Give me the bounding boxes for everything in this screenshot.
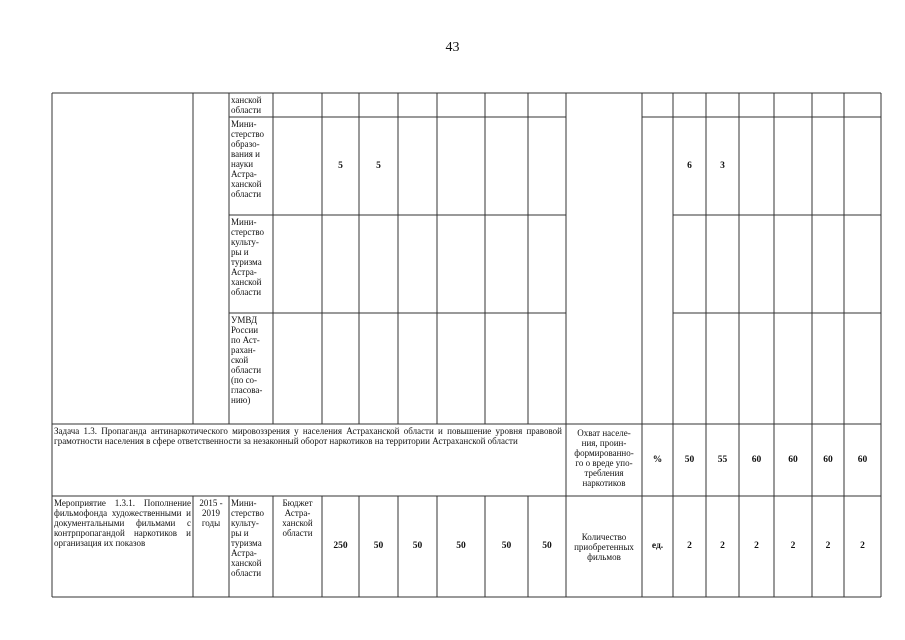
measure-yearly-value: 50	[542, 541, 552, 551]
task-unit: %	[652, 455, 663, 465]
measure-yearly-value: 50	[412, 541, 423, 551]
org-police-cell	[231, 315, 272, 405]
measure-executor-line: Астра-	[231, 548, 257, 558]
org-education-line: Мини-	[231, 119, 257, 129]
task-value: 60	[788, 455, 798, 465]
measure-source-line: Астра-	[284, 508, 311, 518]
task-indicator-line: го о вреде упо-	[575, 458, 633, 468]
org-police-line: УМВД	[231, 315, 258, 325]
org-continuation-line: ханской	[231, 95, 262, 105]
page-number: 43	[445, 40, 460, 55]
measure-executor-line: туризма	[231, 538, 262, 548]
org-culture-line: туризма	[231, 257, 262, 267]
org-police-line: (по со-	[231, 375, 258, 385]
measure-indicator-line: приобретенных	[574, 542, 634, 552]
measure-value: 2	[754, 541, 759, 551]
org-education-line: вания и	[231, 149, 260, 159]
measure-yearly-value: 50	[501, 541, 512, 551]
measure-value: 2	[860, 541, 865, 551]
org-education-cell	[231, 119, 272, 199]
measure-unit: ед.	[651, 541, 664, 551]
measure-indicator-cell	[567, 532, 641, 562]
education-value-cell: 3	[720, 161, 725, 171]
measure-executor-line: области	[231, 568, 262, 578]
org-education-line: науки	[231, 159, 254, 169]
task-indicator-line: требления	[584, 468, 624, 478]
measure-executor-line: Мини-	[231, 498, 257, 508]
measure-executor-line: культу-	[231, 518, 259, 528]
measure-value: 2	[720, 541, 725, 551]
org-culture-line: ры и	[231, 247, 249, 257]
education-value-cell: 5	[338, 161, 343, 171]
org-continuation-cell	[231, 95, 272, 115]
task-value: 60	[857, 455, 868, 465]
measure-source-line: Бюджет	[282, 498, 313, 508]
measure-executor-line: ханской	[231, 558, 262, 568]
measure-executor-line: ры и	[231, 528, 249, 538]
education-value-cell: 5	[376, 161, 381, 171]
measure-indicator-line: Количество	[581, 532, 627, 542]
org-culture-line: ханской	[231, 277, 262, 287]
measure-source-cell	[273, 498, 322, 538]
task-value: 50	[684, 455, 695, 465]
measure-indicator-line: фильмов	[587, 552, 621, 562]
org-culture-line: Мини-	[231, 217, 257, 227]
org-continuation-line: области	[231, 105, 262, 115]
org-police-line: области	[231, 365, 262, 375]
org-education-line: образо-	[231, 139, 260, 149]
measure-yearly-value: 50	[456, 541, 466, 551]
task-description: Задача 1.3. Пропаганда антинаркотического мировоззрения у населения Астраханской области и повышение уровня правовой грамотности населения в сфере ответственности за незаконный оборот наркотиков на территории Астраханской области	[54, 426, 562, 446]
org-culture-line: культу-	[231, 237, 259, 247]
measure-total: 250	[333, 541, 348, 551]
org-police-line: ской	[231, 355, 249, 365]
measure-executor-cell	[231, 498, 272, 578]
org-police-line: нию)	[231, 395, 251, 405]
measure-executor-line: стерство	[231, 508, 265, 518]
task-indicator-line: наркотиков	[582, 478, 626, 488]
org-police-line: России	[231, 325, 259, 335]
org-culture-line: Астра-	[231, 267, 257, 277]
measure-value: 2	[790, 541, 796, 551]
measure-period-line: 2019	[202, 508, 220, 518]
measure-source-line: ханской	[282, 518, 313, 528]
task-value: 60	[751, 455, 762, 465]
org-police-line: по Аст-	[231, 335, 260, 345]
org-education-line: Астра-	[231, 169, 257, 179]
task-indicator-line: ния, проин-	[581, 438, 627, 448]
measure-period-cell	[193, 498, 229, 528]
measure-source-line: области	[282, 528, 313, 538]
measure-name: Мероприятие 1.3.1. Пополнение фильмофонда художественными и документальными фильмами с контрпропагандой наркотиков и организация их показов	[54, 498, 191, 548]
measure-period-line: 2015 -	[199, 498, 223, 508]
task-value: 60	[823, 455, 833, 465]
org-police-line: рахан-	[231, 345, 256, 355]
org-education-line: области	[231, 189, 262, 199]
task-indicator-line: Охват населе-	[577, 428, 631, 438]
task-indicator-line: формированно-	[574, 448, 634, 458]
org-culture-line: стерство	[231, 227, 265, 237]
education-value-cell: 6	[687, 161, 692, 171]
measure-period-line: годы	[201, 518, 221, 528]
task-value: 55	[717, 455, 728, 465]
measure-value: 2	[825, 541, 831, 551]
task-indicator-cell	[567, 428, 641, 488]
org-police-line: гласова-	[231, 385, 263, 395]
measure-yearly-value: 50	[373, 541, 384, 551]
org-culture-cell	[231, 217, 272, 297]
org-culture-line: области	[231, 287, 262, 297]
measure-value: 2	[687, 541, 692, 551]
org-education-line: ханской	[231, 179, 262, 189]
org-education-line: стерство	[231, 129, 265, 139]
